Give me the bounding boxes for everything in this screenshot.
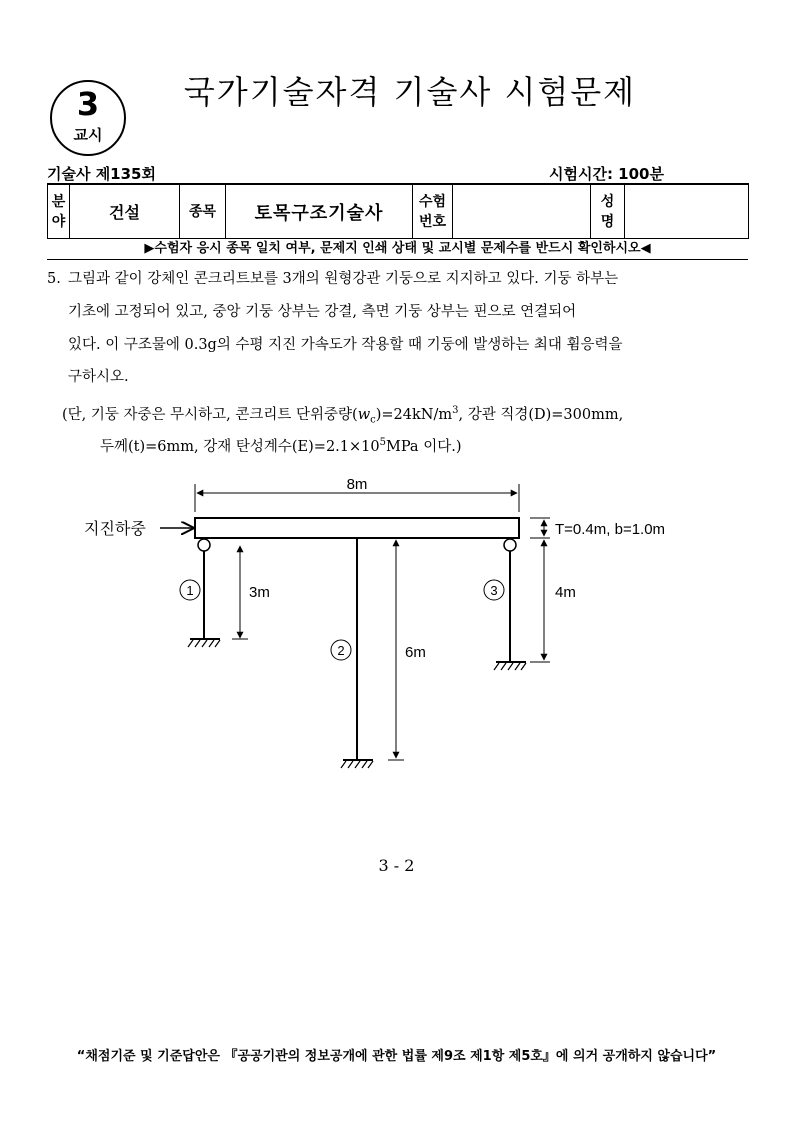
exam-time: 시험시간: 100분 [549, 165, 664, 183]
name-label-line2: 명 [600, 213, 615, 230]
page-title: 국가기술자격 기술사 시험문제 [183, 73, 637, 111]
cond-2-pre: 두께(t)=6mm, 강재 탄성계수(E)=2.1×10 [100, 438, 380, 455]
category-value: 토목구조기술사 [226, 184, 413, 239]
column-1-tag-text: 1 [186, 583, 194, 598]
column-2-tag-text: 2 [337, 643, 345, 658]
exam-number-label [413, 184, 453, 239]
cond-1-pre: (단, 기둥 자중은 무시하고, 콘크리트 단위중량( [62, 406, 358, 423]
cond-1-post: , 강관 직경(D)=300mm, [458, 406, 624, 423]
structure-diagram [0, 460, 793, 790]
field-label-line2: 야 [51, 213, 66, 230]
name-label [591, 184, 625, 239]
question-line-1: 그림과 같이 강체인 콘크리트보를 3개의 원형강관 기둥으로 지지하고 있다. 기둥 하부는 [68, 271, 619, 287]
exam-number-label-line2: 번호 [418, 213, 447, 230]
page-number: 3 - 2 [378, 856, 415, 875]
cond-2-post: MPa 이다.) [385, 438, 462, 455]
cond-1-mid: )=24kN/m [375, 406, 453, 423]
question-line-4: 구하시오. [68, 369, 129, 385]
name-label-line1: 성 [600, 193, 615, 210]
condition-line-2 [100, 432, 461, 458]
column-3-tag-text: 3 [490, 583, 498, 598]
name-field[interactable] [625, 184, 749, 239]
notice-divider [47, 259, 748, 260]
field-value: 건설 [70, 184, 180, 239]
column-1-height: 3m [249, 584, 270, 601]
cond-1-w: w [357, 406, 371, 423]
load-label: 지진하중 [84, 521, 146, 538]
fixed-support-3 [494, 663, 526, 670]
cond-1-sub: c [370, 414, 376, 426]
exam-number-field[interactable] [453, 184, 591, 239]
condition-line-1 [62, 400, 623, 432]
session-number: 3 [76, 85, 100, 123]
field-label-line1: 분 [51, 193, 66, 210]
field-label [48, 184, 70, 239]
span-label: 8m [346, 476, 368, 493]
column-3-height: 4m [555, 584, 576, 601]
footer-note: “채점기준 및 기준답안은 『공공기관의 정보공개에 관한 법률 제9조 제1항 제5호』에 의거 공개하지 않습니다” [76, 1049, 717, 1064]
cond-2-sup: 5 [379, 437, 386, 448]
category-label: 종목 [180, 184, 226, 239]
exam-info-table [47, 183, 749, 239]
pin-left [198, 539, 210, 551]
fixed-support-1 [188, 640, 220, 647]
session-badge [50, 80, 126, 156]
beam-size-label: T=0.4m, b=1.0m [555, 521, 666, 538]
exam-number-label-line1: 수험 [418, 193, 447, 210]
question-number: 5. [47, 271, 61, 287]
cond-1-sup: 3 [452, 405, 459, 416]
fixed-support-2 [341, 761, 373, 768]
concrete-beam [195, 518, 519, 538]
session-label: 교시 [73, 126, 103, 144]
column-2-height: 6m [405, 644, 426, 661]
notice: ▶수험자 응시 종목 일치 여부, 문제지 인쇄 상태 및 교시별 문제수를 반드시 확인하시오◀ [144, 241, 651, 256]
question-line-3: 있다. 이 구조물에 0.3g의 수평 지진 가속도가 작용할 때 기둥에 발생하는 최대 휨응력을 [68, 337, 623, 353]
exam-round: 기술사 제135회 [47, 165, 156, 183]
pin-right [504, 539, 516, 551]
question-line-2: 기초에 고정되어 있고, 중앙 기둥 상부는 강결, 측면 기둥 상부는 핀으로 연결되어 [68, 304, 577, 320]
